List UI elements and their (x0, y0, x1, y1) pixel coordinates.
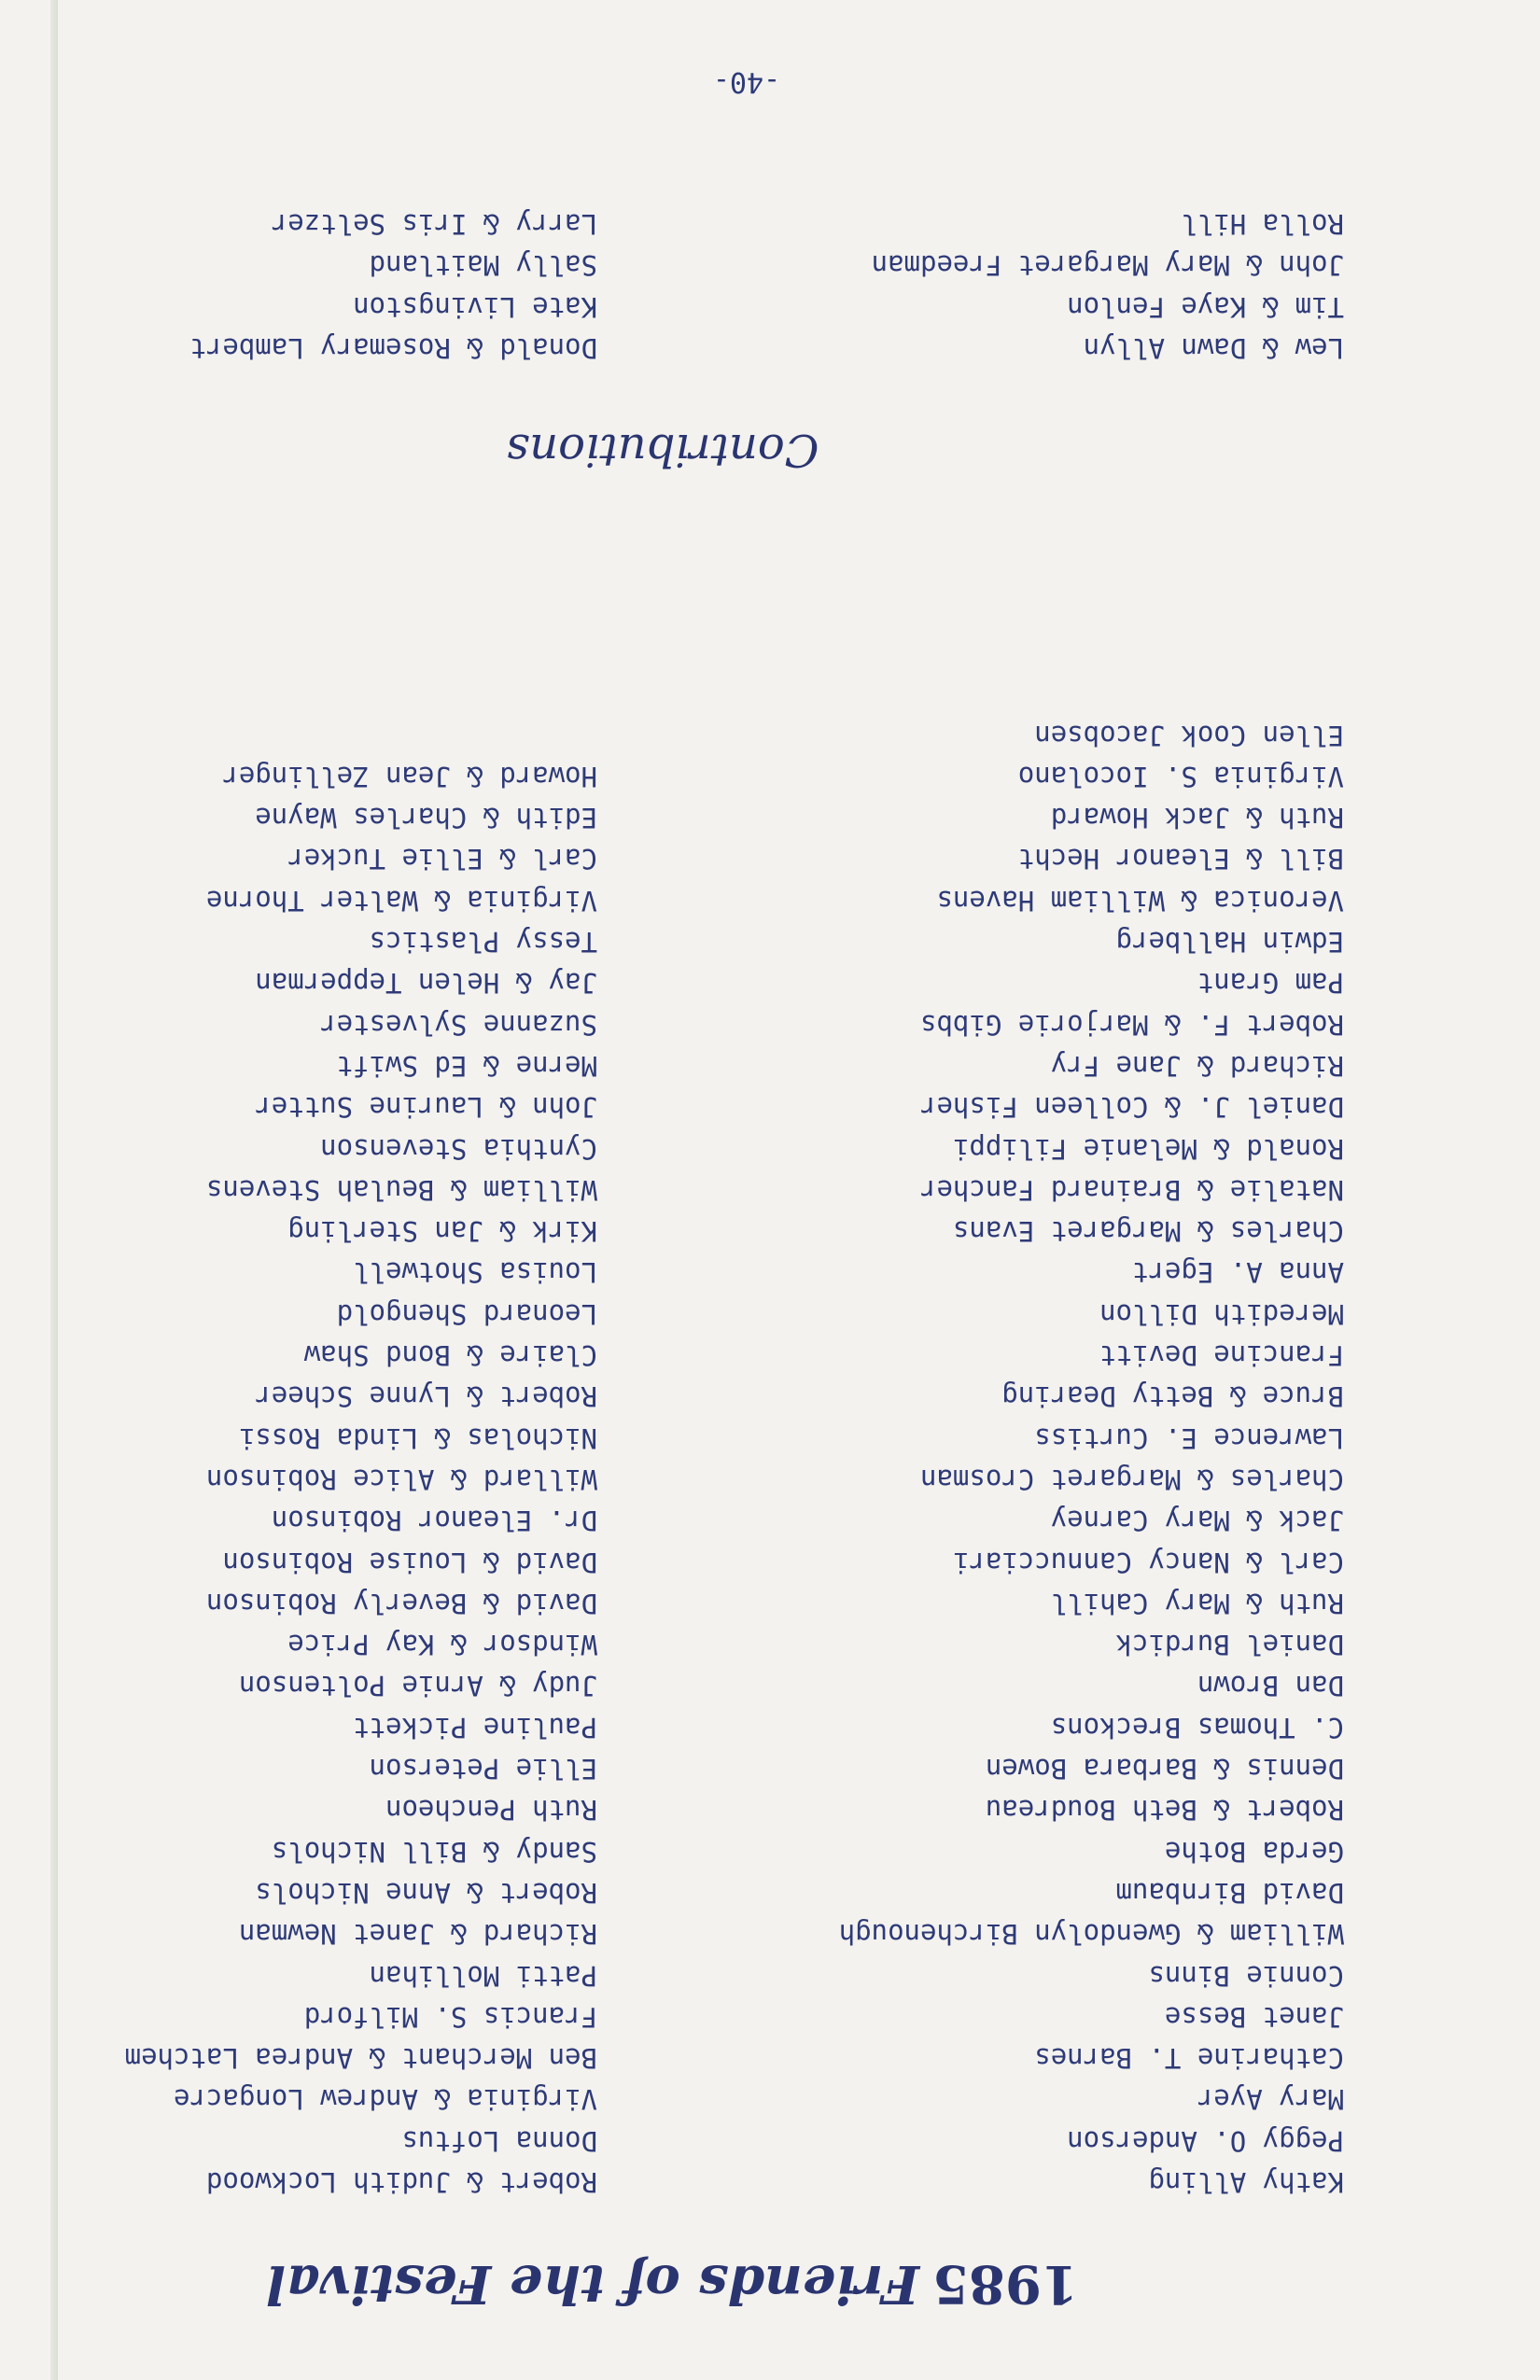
donor-name: Richard & Janet Newman (238, 1918, 597, 1951)
donor-name: Patti Mollihan (369, 1959, 597, 1992)
donor-name: Peggy O. Anderson (1067, 2124, 1344, 2157)
donor-name: Carl & Ellie Tucker (287, 843, 597, 875)
donor-name: Ellie Peterson (369, 1753, 597, 1785)
donor-name: Nicholas & Linda Rossi (238, 1421, 597, 1454)
donor-name: William & Gwendolyn Birchenough (838, 1918, 1344, 1951)
donor-name: Gerda Bothe (1164, 1835, 1344, 1868)
donor-name: Howard & Jean Zellinger (222, 760, 597, 792)
donor-name: Tim & Kaye Fenlon (1067, 290, 1344, 323)
donor-name: Larry & Iris Seltzer (271, 208, 597, 241)
donor-name: Dr. Eleanor Robinson (271, 1505, 597, 1537)
donor-name: Windsor & Kay Price (287, 1629, 597, 1661)
donor-name: Francine Devitt (1099, 1339, 1344, 1372)
donor-name: Ruth Pencheon (385, 1794, 597, 1827)
donor-name: Tessy Plastics (369, 926, 597, 959)
donor-name: David Birnbaum (1115, 1876, 1344, 1909)
donor-name: Rolla Hill (1181, 208, 1344, 241)
donor-name: Lawrence E. Curtiss (1034, 1421, 1344, 1454)
donor-name: Judy & Arnie Poltenson (238, 1670, 597, 1702)
donor-name: Robert & Lynne Scheer (255, 1380, 597, 1413)
donor-name: Veronica & William Havens (936, 884, 1344, 917)
donor-name: Bruce & Betty Dearing (1001, 1380, 1344, 1413)
title-text: Friends of the Festival (266, 2253, 919, 2315)
donor-name: Virginia S. Iocolano (1017, 760, 1344, 792)
donor-name: Francis S. Milford (303, 2000, 597, 2033)
donor-name: William & Beulah Stevens (205, 1173, 597, 1206)
donor-name: Anna A. Egert (1132, 1256, 1344, 1289)
donor-name: Dan Brown (1197, 1670, 1344, 1702)
donor-name: David & Louise Robinson (222, 1546, 597, 1578)
donor-name: Ronald & Melanie Filippi (952, 1132, 1344, 1165)
donor-name: Mary Ayer (1197, 2083, 1344, 2116)
donor-name: Lew & Dawn Allyn (1083, 332, 1344, 364)
donor-name: Dennis & Barbara Bowen (985, 1753, 1344, 1785)
donor-name: David & Beverly Robinson (205, 1587, 597, 1619)
donor-name: Donald & Rosemary Lambert (189, 332, 597, 364)
donor-name: Sandy & Bill Nichols (271, 1835, 597, 1868)
donor-name: Donna Loftus (401, 2124, 597, 2157)
donor-name: Sally Maitland (369, 249, 597, 282)
donor-name: Jay & Helen Tepperman (255, 967, 597, 1000)
donor-name: Kathy Alling (1148, 2166, 1344, 2198)
donor-name: Richard & Jane Fry (1050, 1049, 1344, 1082)
donor-name: Kate Livingston (353, 290, 597, 323)
donor-name: Connie Binns (1148, 1959, 1344, 1992)
donor-name: Ruth & Mary Cahill (1050, 1587, 1344, 1619)
donor-name: John & Laurine Sutter (255, 1091, 597, 1124)
donor-name: Cynthia Stevenson (320, 1132, 597, 1165)
donor-name: Robert & Anne Nichols (255, 1876, 597, 1909)
page-number: -40- (712, 65, 781, 98)
page-title (252, 2253, 1092, 2315)
donor-name: Daniel Burdick (1115, 1629, 1344, 1661)
donor-name: Ben Merchant & Andrea Latchem (124, 2042, 597, 2075)
donor-name: Merne & Ed Swift (336, 1049, 597, 1082)
donor-name: Kirk & Jan Sterling (287, 1215, 597, 1248)
donor-name: Carl & Nancy Cannucciari (952, 1546, 1344, 1578)
donor-name: Charles & Margaret Evans (952, 1215, 1344, 1248)
donor-name: Leonard Shengold (336, 1297, 597, 1330)
donor-list-right (125, 756, 597, 2203)
donor-name: Willard & Alice Robinson (205, 1463, 597, 1495)
donor-name: John & Mary Margaret Freedman (871, 249, 1344, 282)
donor-name: Virginia & Walter Thorne (205, 884, 597, 917)
donor-name: Jack & Mary Carney (1050, 1505, 1344, 1537)
donor-name: Pam Grant (1197, 967, 1344, 1000)
donor-name: Edith & Charles Wayne (255, 802, 597, 834)
donor-name: Catharine T. Barnes (1034, 2042, 1344, 2075)
donor-name: Suzanne Sylvester (320, 1008, 597, 1041)
contributions-heading: Contributions (506, 424, 819, 476)
contributions-list-left (872, 203, 1344, 369)
donor-name: Robert & Judith Lockwood (205, 2166, 597, 2198)
donor-name: Pauline Pickett (353, 1711, 597, 1743)
donor-name: Janet Besse (1164, 2000, 1344, 2033)
donor-name: Ellen Cook Jacobsen (1034, 719, 1344, 751)
donor-name: C. Thomas Breckons (1050, 1711, 1344, 1743)
donor-name: Meredith Dillon (1099, 1297, 1344, 1330)
donor-name: Virginia & Andrew Longacre (174, 2083, 597, 2116)
donor-name: Robert F. & Marjorie Gibbs (920, 1008, 1344, 1041)
donor-name: Louisa Shotwell (353, 1256, 597, 1289)
donor-name: Ruth & Jack Howard (1050, 802, 1344, 834)
donor-name: Claire & Bond Shaw (303, 1339, 597, 1372)
donor-name: Edwin Hallberg (1115, 926, 1344, 959)
donor-name: Daniel J. & Colleen Fisher (920, 1091, 1344, 1124)
donor-name: Charles & Margaret Crosman (920, 1463, 1344, 1495)
title-year: 1985 (931, 2253, 1078, 2315)
donor-name: Bill & Eleanor Hecht (1017, 843, 1344, 875)
donor-name: Natalie & Brainard Fancher (920, 1173, 1344, 1206)
contributions-list-right (190, 203, 598, 369)
donor-name: Robert & Beth Boudreau (985, 1794, 1344, 1827)
donor-list-left (839, 714, 1344, 2203)
